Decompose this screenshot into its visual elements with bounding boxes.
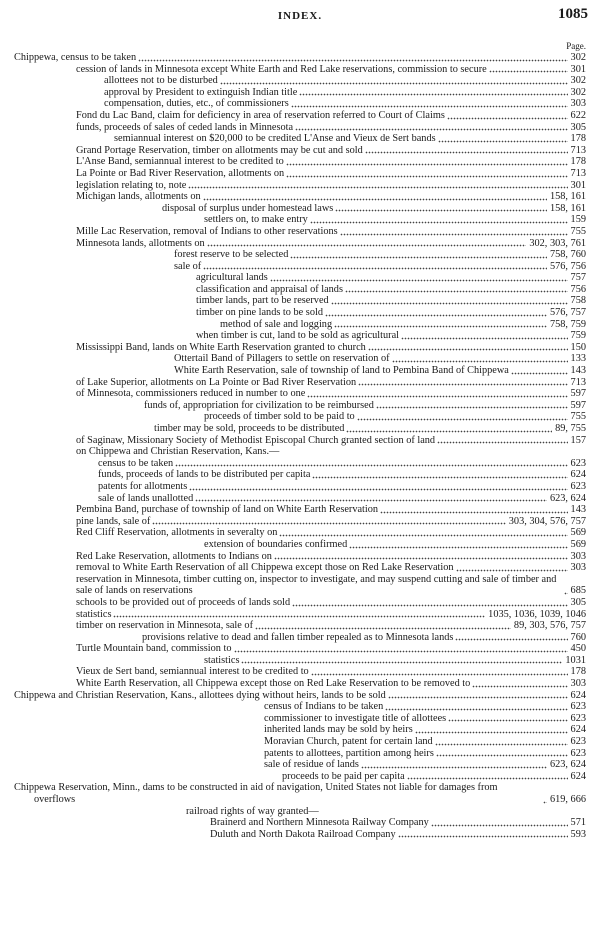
index-entry [14,365,586,377]
index-entry-text: Chippewa, census to be taken [14,52,137,63]
dot-leader [234,650,568,653]
index-entry-page: 302 [570,52,586,63]
index-entry-page: 597 [570,388,586,400]
index-entry-page: 713 [570,376,586,388]
index-entry-page: 1035, 1036, 1039, 1046 [488,608,586,620]
index-entry-text: semiannual interest on $20,000 to be credited L'Anse and Vieux de Sert bands [114,133,436,145]
dot-leader [376,406,568,409]
index-entry-text: Mississippi Band, lands on White Earth Reservation granted to church [76,341,366,353]
dot-leader [203,198,547,201]
index-entry-page: 623 [570,736,586,748]
index-entry-text: White Earth Reservation, all Chippewa except those on Red Lake Reservation to be removed to [76,678,471,690]
index-entry [14,400,586,412]
index-entry [14,562,586,574]
index-entry-text: timber may be sold, proceeds to be distributed [154,423,345,434]
dot-leader [290,256,547,259]
index-entry-page: 758, 760 [549,249,586,261]
index-entry-page: 757 [570,272,586,284]
index-entry [14,481,586,493]
index-entry [14,75,586,87]
index-entry [14,632,586,644]
dot-leader [334,325,547,328]
dot-leader [340,233,568,236]
index-entry-page: 305 [570,121,586,133]
index-entry [14,145,586,157]
index-entry-page: 303 [570,678,586,690]
dot-leader [189,488,567,491]
index-entry [14,342,586,354]
index-entry [14,829,586,841]
dot-leader [435,743,568,746]
dot-leader [455,638,567,641]
index-entry-page: 571 [570,817,586,829]
running-header-title: INDEX. [277,10,323,22]
dot-leader [113,615,485,618]
index-entry [14,319,586,331]
dot-leader [361,766,547,769]
index-entry-text: commissioner to investigate title of allottees [264,712,447,724]
index-entries [14,52,586,840]
index-entry-page: 713 [570,167,586,179]
index-entry-page: 624 [570,770,586,782]
index-entry-text: Vieux de Sert band, semiannual interest to be credited to [76,666,309,678]
index-entry-page: 623, 624 [549,492,586,504]
index-entry-text: Minnesota lands, allotments on [76,237,205,249]
index-entry [14,551,586,563]
dot-leader [286,175,567,178]
index-entry-text: forest reserve to be selected [174,249,289,261]
index-entry [14,597,586,609]
dot-leader [220,82,568,85]
index-entry [14,411,586,423]
index-entry [14,620,586,632]
dot-leader [291,105,568,108]
index-entry-page: 569 [570,527,586,539]
index-entry-text: classification and appraisal of lands [196,283,343,295]
index-entry-page: 450 [570,643,586,655]
index-entry-text: L'Anse Band, semiannual interest to be credited to [76,156,284,168]
index-entry-page: 178 [570,666,586,678]
index-entry-page: 755 [570,411,586,423]
dot-leader [368,348,568,351]
index-entry-text: when timber is cut, land to be sold as agricultural [196,330,400,342]
index-entry [14,330,586,342]
index-entry [14,527,586,539]
index-entry-text: extension of boundaries confirmed [204,538,348,550]
index-entry-text: Moravian Church, patent for certain land [264,736,433,748]
index-entry-page: 133 [570,353,586,365]
index-entry-page: 302 [570,86,586,98]
dot-leader [311,673,568,676]
index-entry-text: Chippewa Reservation, Minn., dams to be constructed in aid of navigation, United States not liable for damages from overflows [14,782,498,805]
dot-leader [188,186,567,189]
dot-leader [431,824,568,827]
index-entry-page: 759 [570,330,586,342]
index-entry-text: agricultural lands [196,272,268,284]
dot-leader [401,337,568,340]
index-entry-page: 301 [570,179,586,191]
index-entry [14,249,586,261]
index-entry [14,724,586,736]
index-entry-page: 624 [570,724,586,736]
index-entry-text: Red Lake Reservation, allotments to Indians on [76,550,272,562]
index-entry-page: 619, 666 [549,794,586,805]
index-entry-text: provisions relative to dead and fallen timber repealed as to Minnesota lands [142,631,454,643]
index-entry-text: schools to be provided out of proceeds of lands sold [76,596,291,608]
index-entry [14,377,586,389]
dot-leader [292,604,567,607]
index-entry [14,238,586,250]
dot-leader [203,267,547,270]
dot-leader [195,499,547,502]
index-entry-text: Pembina Band, purchase of township of land on White Earth Reservation [76,504,379,516]
index-entry [14,191,586,203]
index-entry [14,806,586,818]
index-entry-text: Mille Lac Reservation, removal of Indians to other reservations [76,225,338,237]
index-entry-text: pine lands, sale of [76,515,151,527]
index-entry-text: timber on reservation in Minnesota, sale of [76,620,254,632]
index-entry-page: 623 [570,457,586,469]
dot-leader [331,302,568,305]
index-entry-page: 597 [570,399,586,411]
dot-leader [325,314,547,317]
dot-leader [436,754,568,757]
index-entry [14,284,586,296]
index-entry-page: 89, 755 [555,423,586,434]
index-entry-page: 624 [570,689,586,701]
index-entry-page: 305 [570,596,586,608]
dot-leader [385,708,567,711]
dot-leader [345,290,568,293]
index-entry-text: allottees not to be disturbed [104,75,218,87]
index-entry-page: 1031 [565,654,586,666]
dot-leader [407,777,568,780]
index-entry [14,87,586,99]
dot-leader [489,70,568,73]
index-entry [14,168,586,180]
dot-leader [392,360,568,363]
index-entry-text: settlers on, to make entry [204,214,308,226]
index-entry-page: 89, 303, 576, 757 [513,620,586,632]
page-number: 1085 [558,6,588,22]
index-entry [14,133,586,145]
dot-leader [448,719,567,722]
index-entry-text: census of Indians to be taken [264,701,384,713]
index-entry-text: compensation, duties, etc., of commissioners [104,98,289,110]
index-entry-page: 624 [570,469,586,481]
index-entry-page: 157 [570,434,586,446]
index-entry-text: Brainerd and Northern Minnesota Railway Company [210,817,429,829]
index-entry-page: 623 [570,701,586,713]
index-entry [14,180,586,192]
index-entry-text: Chippewa and Christian Reservation, Kans., allottees dying without heirs, lands to be sold [14,689,386,701]
index-entry [14,713,586,725]
index-entry-text: railroad rights of way granted— [186,805,319,817]
index-entry [14,469,586,481]
dot-leader [274,557,568,560]
dot-leader [299,93,567,96]
dot-leader [357,418,568,421]
index-entry-text: sale of [174,260,202,272]
index-entry-page: 593 [570,828,586,840]
index-entry-text: sale of lands unallotted [98,492,194,504]
index-entry-text: Ottertail Band of Pillagers to settle on reservation of [174,353,390,365]
index-entry-text: proceeds of timber sold to be paid to [204,411,355,423]
index-entry-page: 623 [570,712,586,724]
dot-leader [255,627,511,630]
index-entry [14,52,586,64]
index-entry-page: 576, 756 [549,260,586,272]
index-entry-page: 303, 304, 576, 757 [508,515,586,527]
dot-leader [307,395,567,398]
index-entry-text: La Pointe or Bad River Reservation, allotments on [76,167,285,179]
index-entry [14,782,586,805]
index-entry [14,574,586,597]
index-entry-text: timber on pine lands to be sold [196,307,323,319]
index-entry [14,307,586,319]
index-entry-text: approval by President to extinguish Indian title [104,86,298,98]
dot-leader [447,117,568,120]
index-entry-text: disposal of surplus under homestead laws [162,202,334,214]
index-entry-page: 623 [570,480,586,492]
index-entry-text: legislation relating to, note [76,179,187,191]
index-entry-page: 303 [570,98,586,110]
dot-leader [346,430,552,433]
index-entry [14,388,586,400]
index-entry-page: 158, 161 [549,202,586,214]
dot-leader [380,511,567,514]
index-entry-text: cession of lands in Minnesota except White Earth and Red Lake reservations, commission to secure [76,63,487,75]
index-entry-text: reservation in Minnesota, timber cutting on, inspector to investigate, and may suspend cutting and sale of timber and sale of lands on reservations [76,573,557,597]
dot-leader [438,140,568,143]
dot-leader [511,372,568,375]
dot-leader [207,244,527,247]
index-entry [14,122,586,134]
dot-leader [270,279,568,282]
dot-leader [388,696,568,699]
index-entry-page: 301 [570,63,586,75]
dot-leader [310,221,568,224]
dot-leader [398,835,568,838]
dot-leader [152,522,505,525]
index-entry-text: funds of, appropriation for civilization to be reimbursed [144,399,374,411]
index-entry-text: patents for allotments [98,480,188,492]
index-entry-page: 756 [570,283,586,295]
dot-leader [437,441,567,444]
dot-leader [564,592,568,595]
dot-leader [279,534,567,537]
index-entry-page: 303 [570,562,586,574]
dot-leader [472,685,567,688]
index-entry [14,423,586,435]
index-entry [14,643,586,655]
index-entry [14,446,586,458]
index-entry [14,110,586,122]
index-entry-text: timber lands, part to be reserved [196,295,329,307]
index-entry [14,678,586,690]
index-entry [14,272,586,284]
index-entry [14,690,586,702]
index-entry [14,759,586,771]
index-entry-page: 159 [570,214,586,226]
index-entry-text: sale of residue of lands [264,759,359,771]
dot-leader [241,661,562,664]
index-entry-text: on Chippewa and Christian Reservation, Kans.— [76,446,280,458]
index-entry-page: 755 [570,225,586,237]
index-entry-page: 569 [570,538,586,550]
index-entry-text: proceeds to be paid per capita [282,770,405,782]
index-entry-text: census to be taken [98,457,174,469]
index-entry-text: Duluth and North Dakota Railroad Company [210,828,396,840]
index-entry [14,539,586,551]
dot-leader [543,801,547,804]
index-entry-page: 622 [570,109,586,121]
index-entry [14,98,586,110]
page-column-label: Page. [566,41,586,51]
dot-leader [286,163,568,166]
index-entry-page: 576, 757 [549,307,586,319]
index-entry-text: of Minnesota, commissioners reduced in number to one [76,388,306,400]
index-entry [14,64,586,76]
index-entry [14,226,586,238]
index-entry-text: Red Cliff Reservation, allotments in severalty on [76,527,278,539]
index-entry-page: 758, 759 [549,318,586,330]
index-entry [14,516,586,528]
index-entry-page: 303 [570,550,586,562]
index-entry-page: 760 [570,631,586,643]
dot-leader [349,546,567,549]
index-entry-page: 685 [570,585,586,597]
index-entry-page: 623 [570,747,586,759]
dot-leader [175,464,567,467]
index-entry [14,214,586,226]
index-entry [14,736,586,748]
index-entry [14,435,586,447]
index-entry-page: 713 [570,144,586,156]
index-entry-text: inherited lands may be sold by heirs [264,724,413,736]
index-entry-page: 143 [570,365,586,377]
index-entry [14,493,586,505]
index-entry-text: White Earth Reservation, sale of township of land to Pembina Band of Chippewa [174,365,509,377]
index-entry [14,817,586,829]
index-entry-page: 623, 624 [549,759,586,771]
index-entry-text: method of sale and logging [220,318,333,330]
dot-leader [365,151,568,154]
dot-leader [456,569,568,572]
index-entry-page: 143 [570,504,586,516]
index-entry [14,458,586,470]
index-entry [14,156,586,168]
index-entry-page: 150 [570,341,586,353]
index-entry-text: removal to White Earth Reservation of all Chippewa except those on Red Lake Reservation [76,562,454,574]
index-entry [14,748,586,760]
index-entry-text: funds, proceeds of sales of ceded lands in Minnesota [76,121,294,133]
index-entry [14,203,586,215]
index-entry-page: 178 [570,133,586,145]
index-entry [14,261,586,273]
dot-leader [312,476,567,479]
index-entry-text: funds, proceeds of lands to be distributed per capita [98,469,311,481]
index-entry-page: 302 [570,75,586,87]
index-entry [14,655,586,667]
index-entry-page: 302, 303, 761 [529,237,586,249]
dot-leader [358,383,567,386]
index-entry-text: Grand Portage Reservation, timber on allotments may be cut and sold [76,144,363,156]
index-entry-text: Turtle Mountain band, commission to [76,643,232,655]
index-entry-page: 158, 161 [549,191,586,203]
index-entry [14,666,586,678]
index-entry-page: 178 [570,156,586,168]
index-entry-text: statistics [204,654,240,666]
index-entry [14,701,586,713]
index-entry-text: of Saginaw, Missionary Society of Methodist Episcopal Church granted section of land [76,434,436,446]
dot-leader [295,128,568,131]
dot-leader [415,731,568,734]
index-entry [14,504,586,516]
index-entry [14,353,586,365]
index-entry-text: statistics [76,608,112,620]
index-entry-page: 758 [570,295,586,307]
index-entry-text: Michigan lands, allotments on [76,191,201,203]
dot-leader [138,59,567,62]
index-entry [14,771,586,783]
dot-leader [335,209,547,212]
index-entry-text: of Lake Superior, allotments on La Pointe or Bad River Reservation [76,376,357,388]
index-entry-text: Fond du Lac Band, claim for deficiency in area of reservation referred to Court of Claims [76,109,445,121]
index-entry [14,295,586,307]
index-entry-text: patents to allottees, partition among heirs [264,747,434,759]
index-entry [14,609,586,621]
